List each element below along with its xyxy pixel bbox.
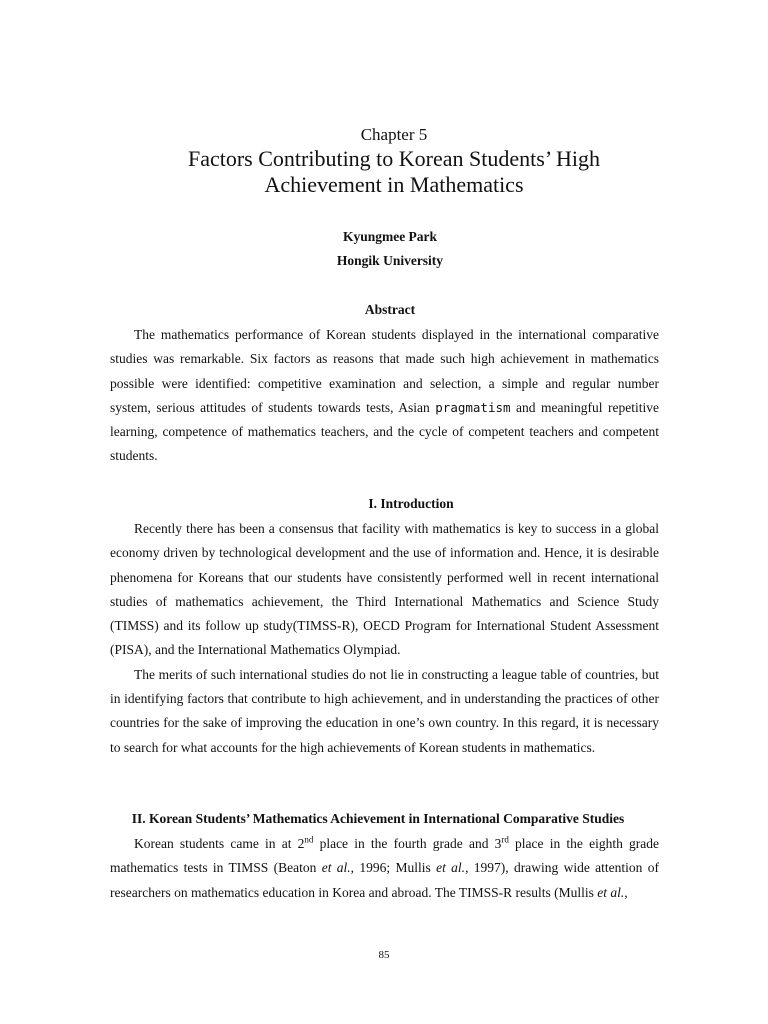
sec2-text-f: , bbox=[624, 884, 628, 900]
chapter-title bbox=[0, 146, 768, 198]
section-2-body bbox=[110, 832, 659, 905]
chapter-title-line-2: Achievement in Mathematics bbox=[264, 172, 524, 197]
sec2-text-d: , 1996; Mullis bbox=[350, 860, 437, 876]
abstract-text-pragmatism: pragmatism bbox=[435, 399, 511, 415]
ordinal-suffix-rd: rd bbox=[501, 834, 509, 845]
sec2-text-a: Korean students came in at 2 bbox=[134, 836, 305, 851]
abstract-text-part-1: The mathematics performance of Korean students displayed in the international comparative studies was remarkable. Six factors as reasons that made such high achievement in mathematics possible were identified: competitive examination and selection, a simple and regular number system, serious attitudes of students towards tests, Asian bbox=[110, 327, 659, 415]
abstract-text-part-2: and meaningful repetitive learning, competence of mathematics teachers, and the cycle of competent teachers and competent students. bbox=[110, 399, 659, 464]
abstract-body bbox=[110, 323, 659, 469]
ordinal-suffix-nd: nd bbox=[304, 834, 314, 845]
sec2-text-b: place in the fourth grade and 3 bbox=[313, 836, 502, 851]
citation-et-al-1: et al. bbox=[321, 860, 351, 876]
author-affiliation: Hongik University bbox=[336, 253, 444, 268]
section-2-paragraph-1 bbox=[110, 832, 659, 905]
abstract-heading: Abstract bbox=[364, 302, 416, 317]
chapter-label: Chapter 5 bbox=[360, 125, 428, 144]
abstract-paragraph bbox=[110, 323, 659, 469]
introduction-heading: I. Introduction bbox=[368, 496, 454, 511]
section-2-heading: II. Korean Students’ Mathematics Achievement in International Comparative Studies bbox=[131, 811, 625, 826]
page-number: 85 bbox=[378, 949, 390, 961]
introduction-body bbox=[110, 517, 659, 760]
author-name: Kyungmee Park bbox=[342, 229, 438, 244]
introduction-paragraph-1: Recently there has been a consensus that facility with mathematics is key to success in a global economy driven by technological development and the use of information and. Hence, it is desirable phenomena for Koreans that our students have consistently performed well in recent international studies of mathematics achievement, the Third International Mathematics and Science Study (TIMSS) and its follow up study(TIMSS-R), OECD Program for International Student Assessment (PISA), and the International Mathematics Olympiad. bbox=[110, 521, 659, 658]
introduction-paragraph-2: The merits of such international studies do not lie in constructing a league table of countries, but in identifying factors that contribute to high achievement, and in understanding the practices of other countries for the sake of improving the education in one’s own country. In this regard, it is necessary to search for what accounts for the high achievements of Korean students in mathematics. bbox=[110, 666, 659, 755]
sec2-text-c: place in the eighth grade mathematics tests in TIMSS (Beaton bbox=[110, 836, 659, 876]
sec2-text-e: , 1997), drawing wide attention of researchers on mathematics education in Korea and abroad. The TIMSS-R results (Mullis bbox=[110, 860, 659, 900]
citation-et-al-3: et al. bbox=[597, 884, 625, 900]
chapter-title-line-1: Factors Contributing to Korean Students’ High bbox=[187, 146, 601, 171]
citation-et-al-2: et al. bbox=[436, 860, 466, 876]
